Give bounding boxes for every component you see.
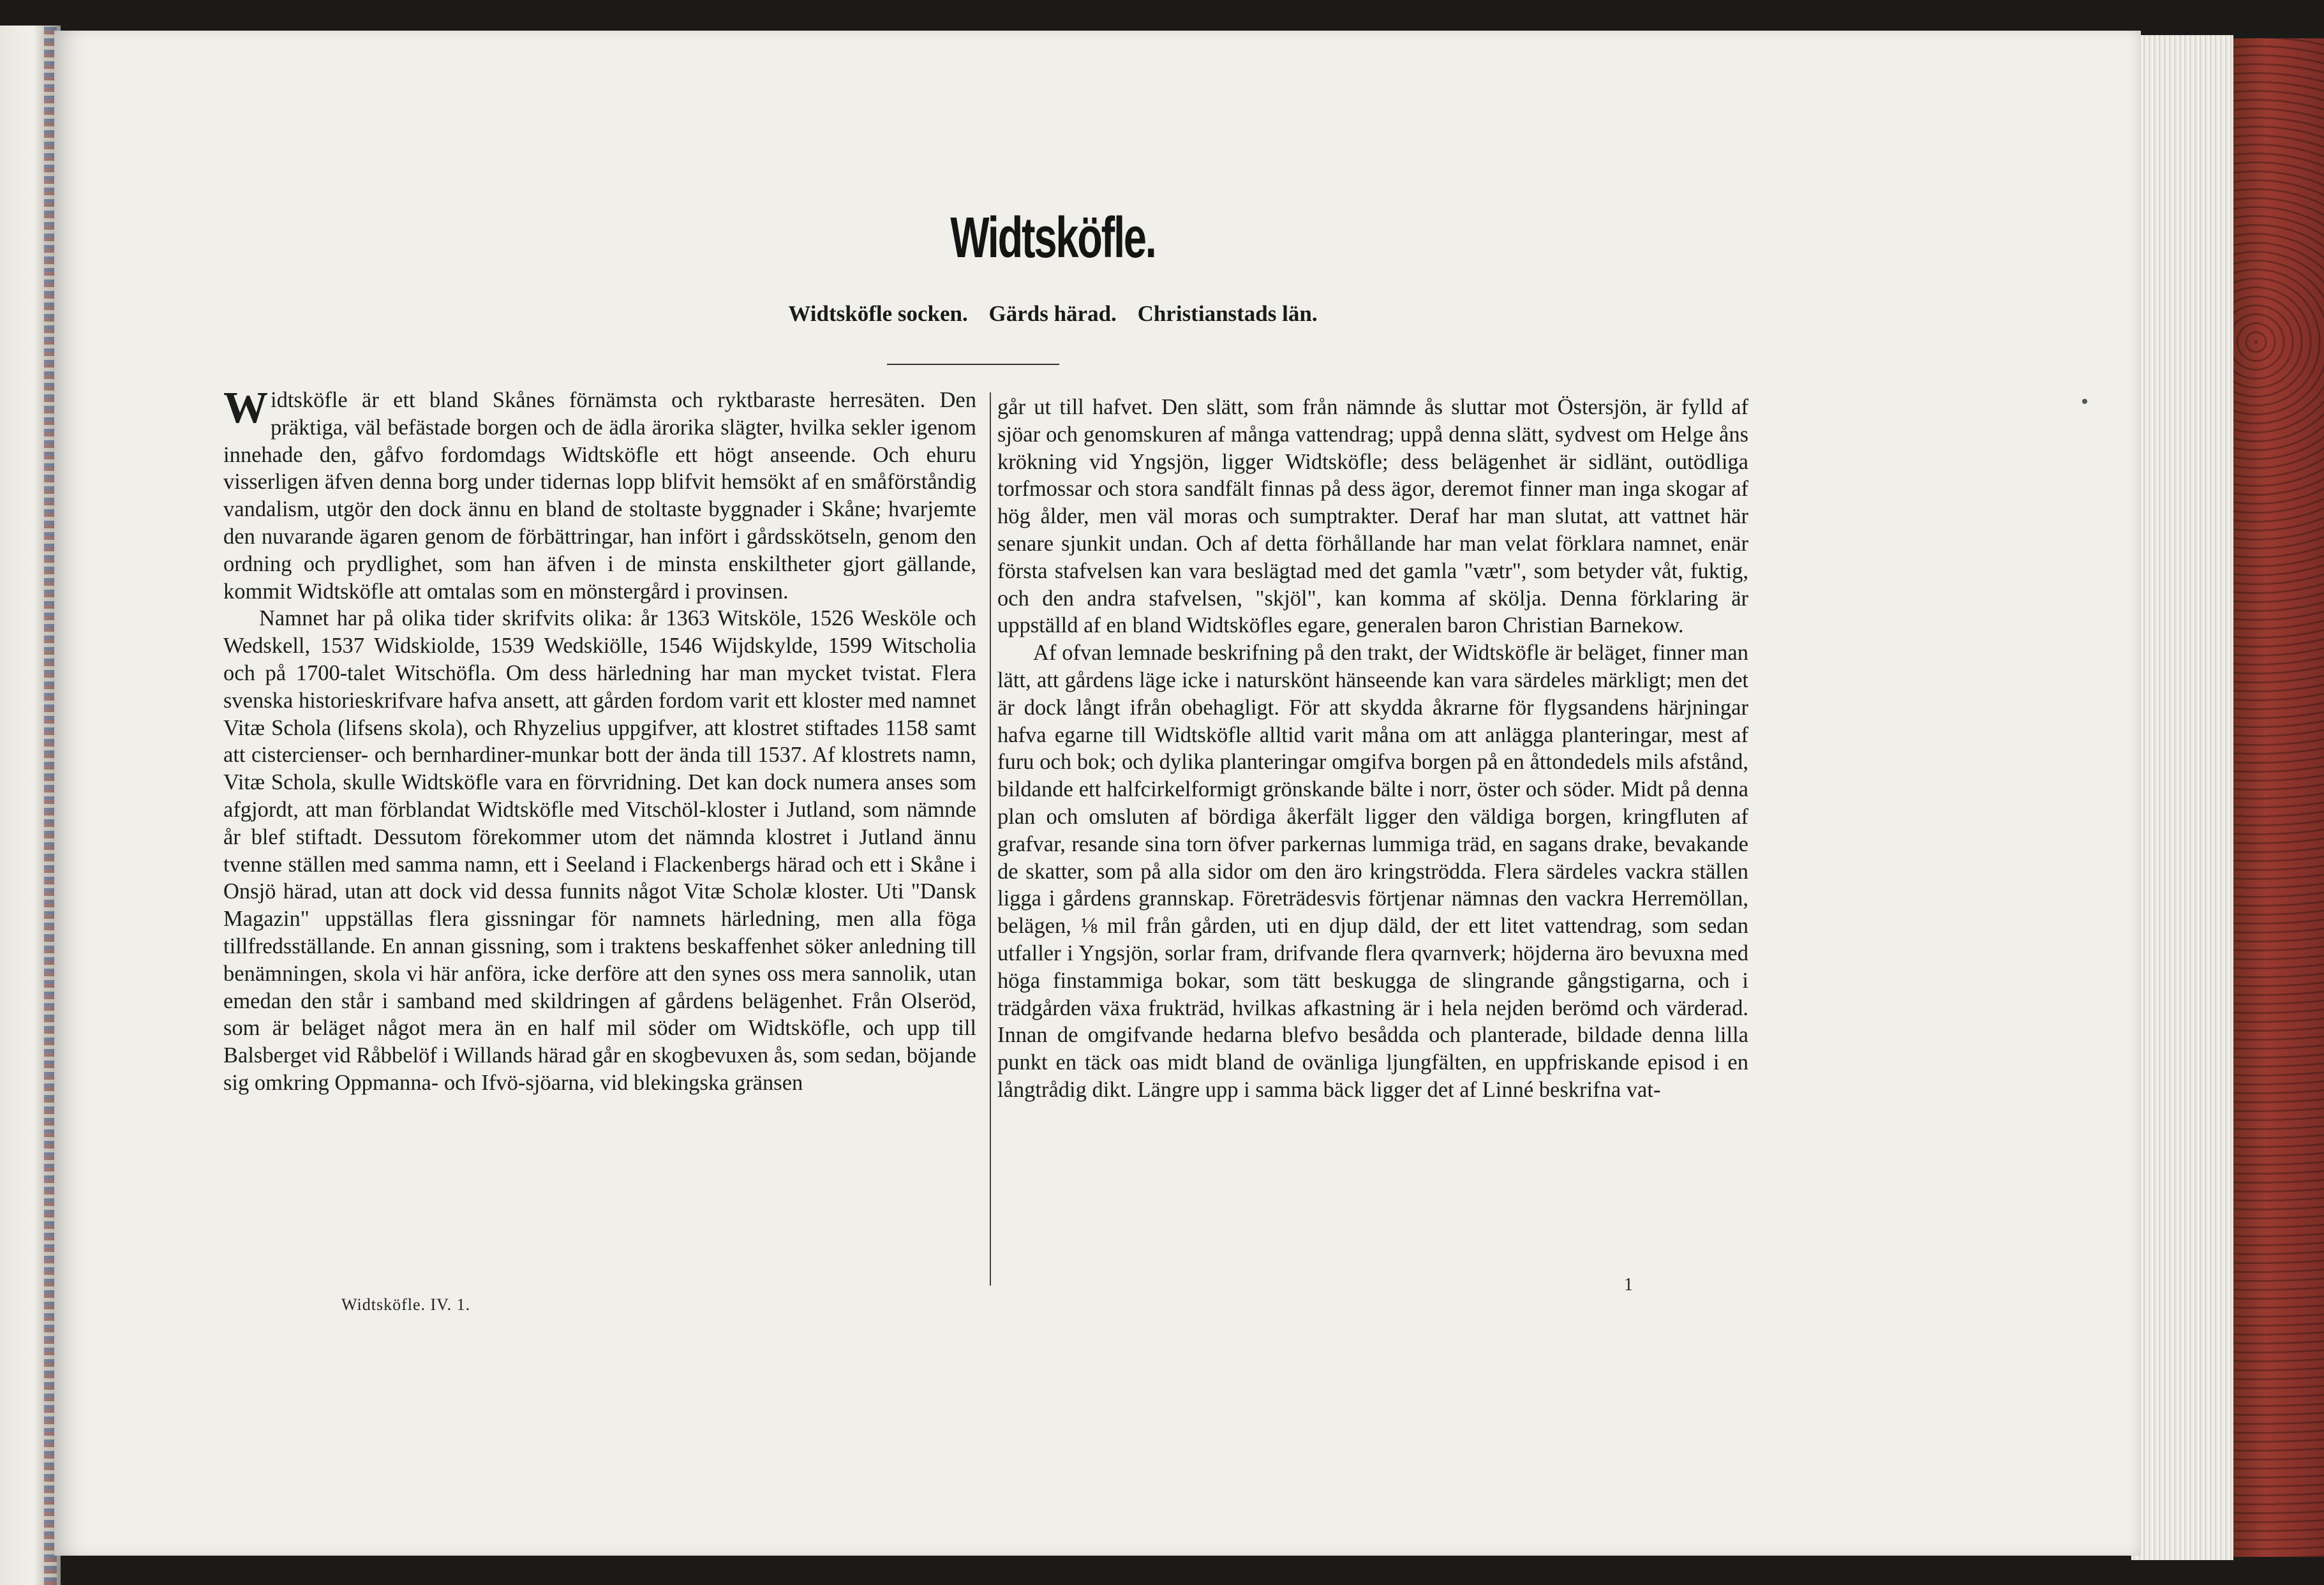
drop-cap: W	[223, 383, 268, 433]
book-cover-edge	[2227, 38, 2324, 1557]
subtitle-parish: Widtsköfle socken.	[788, 301, 968, 326]
page-title: Widtsköfle.	[950, 206, 1156, 270]
left-text-column	[223, 383, 976, 1097]
signature-mark: Widtsköfle. IV. 1.	[341, 1295, 471, 1314]
left-page-edge	[0, 26, 61, 1585]
page-stack-edge	[2131, 35, 2233, 1560]
right-text-column	[997, 394, 1748, 1104]
subtitle-district: Gärds härad.	[988, 301, 1117, 326]
paragraph	[223, 383, 976, 605]
paragraph-text: idtsköfle är ett bland Skånes förnämsta och ryktbaraste herresäten. Den präktiga, väl befästade borgen och de ädla ärorika slägter, hvilka sekler igenom innehade den, gåfvo fordomdags Widtsköfle ett högt anseende. Och ehuru visserligen äfven denna borg under tidernas lopp blifvit hemsökt af en småförståndig vandalism, utgör den dock ännu en bland de stoltaste byggnader i Skåne; hvarjemte den nuvarande ägaren genom de förbättringar, han infört i gårdsskötseln, genom den ordning och prydlighet, som han äfven i de minsta enskiltheter gjort gällande, kommit Widtsköfle att omtalas som en mönstergård i provinsen.	[223, 388, 976, 604]
title-rule	[887, 364, 1059, 365]
subtitle-county: Christianstads län.	[1137, 301, 1318, 326]
page-subtitle	[638, 301, 1468, 327]
page-number: 1	[1624, 1275, 1633, 1295]
paragraph: Namnet har på olika tider skrifvits olika: år 1363 Witsköle, 1526 Wesköle och Wedskell, 1537 Widskiolde, 1539 Wedskiölle, 1546 Wijdskylde, 1599 Witscholia och på 1700-talet Witschöfla. Om dess härledning har man mycket tvistat. Flera svenska historieskrifvare hafva ansett, att gården fordom varit ett kloster med namnet Vitæ Schola (lifsens skola), och Rhyzelius uppgifver, att klostret stiftades 1158 samt att cistercienser- och bernhardiner-munkar bott der ända till 1537. Af klostrets namn, Vitæ Schola, skulle Widtsköfle vara en förvridning. Det kan dock numera anses som afgjordt, att man förblandat Widtsköfle med Vitschöl-kloster i Jutland, som nämnde år blef stiftadt. Dessutom förekommer utom det nämnda klostret i Jutland ännu tvenne ställen med samma namn, ett i Seeland i Flackenbergs härad och ett i Skåne i Onsjö härad, utan att dock vid dessa funnits något Vitæ Scholæ kloster. Uti "Dansk Magazin" uppställas flera gissningar för namnets härledning, men alla föga tillfredsställande. En annan gissning, som i traktens beskaffenhet söker anledning till benämningen, skola vi här anföra, icke derföre att den synes oss mera sannolik, utan emedan den står i samband med skildringen af gårdens belägenhet. Från Olseröd, som är beläget något mera än en half mil söder om Widtsköfle, och upp till Balsberget vid Råbbelöf i Willands härad går en skogbevuxen ås, som sedan, böjande sig omkring Oppmanna- och Ifvö-sjöarna, vid blekingska gränsen	[223, 606, 976, 1095]
column-divider	[990, 392, 991, 1286]
paragraph: Af ofvan lemnade beskrifning på den trakt, der Widtsköfle är beläget, finner man lätt, att gårdens läge icke i naturskönt hänseende kan vara särdeles märkligt; men det är dock långt ifrån obehagligt. För att skydda åkrarne för flygsandens härjningar hafva egarne till Widtsköfle alltid varit måna om att anlägga planteringar, mest af furu och bok; och dylika planteringar omgifva borgen på en åttondedels mils afstånd, bildande ett halfcirkelformigt grönskande bälte i norr, öster och söder. Midt på denna plan och omsluten af bördiga åkerfält ligger den väldiga borgen, kringfluten af grafvar, resande sina torn öfver parkernas lummiga träd, en sagans drake, bevakande de skatter, som på alla sidor om den äro kringströdda. Flera särdeles vackra ställen ligga i gårdens grannskap. Företrädesvis förtjenar nämnas den vackra Herremöllan, belägen, ⅛ mil från gården, uti en djup däld, der ett litet vattendrag, som sedan utfaller i Yngsjön, sorlar fram, drifvande flera qvarnverk; höjderna äro bevuxna med höga finstammiga bokar, som tätt beskugga de slingrande gångstigarna, och i trädgården växa frukträd, hvilkas afkastning är i hela nejden berömd och värderad. Innan de omgifvande hedarna blefvo besådda och planterade, bildade denna lilla punkt en täck oas midt bland de ovänliga ljungfälten, en uppfriskande episod i en långtrådig dikt. Längre upp i samma bäck ligger det af Linné beskrifna vat-	[997, 641, 1748, 1102]
paragraph: går ut till hafvet. Den slätt, som från nämnde ås sluttar mot Östersjön, är fylld af sjöar och genomskuren af många vattendrag; uppå denna slätt, sydvest om Helge åns krökning vid Yngsjön, ligger Widtsköfle; dess belägenhet är sidlänt, outödliga torfmossar och stora sandfält finnas på dess ägor, deremot finner man inga skogar af hög ålder, men väl moras och sumptrakter. Deraf har man slutat, att vattnet här senare sjunkit undan. Och af detta förhållande har man velat förklara namnet, enär första stafvelsen kan vara beslägtad med det gamla "vætr", som betyder våt, fuktig, och den andra stafvelsen, "skjöl", kan komma af skölja. Denna förklaring är uppställd af en bland Widtsköfles egare, generalen baron Christian Barnekow.	[997, 395, 1748, 638]
ink-speck	[2082, 399, 2087, 404]
